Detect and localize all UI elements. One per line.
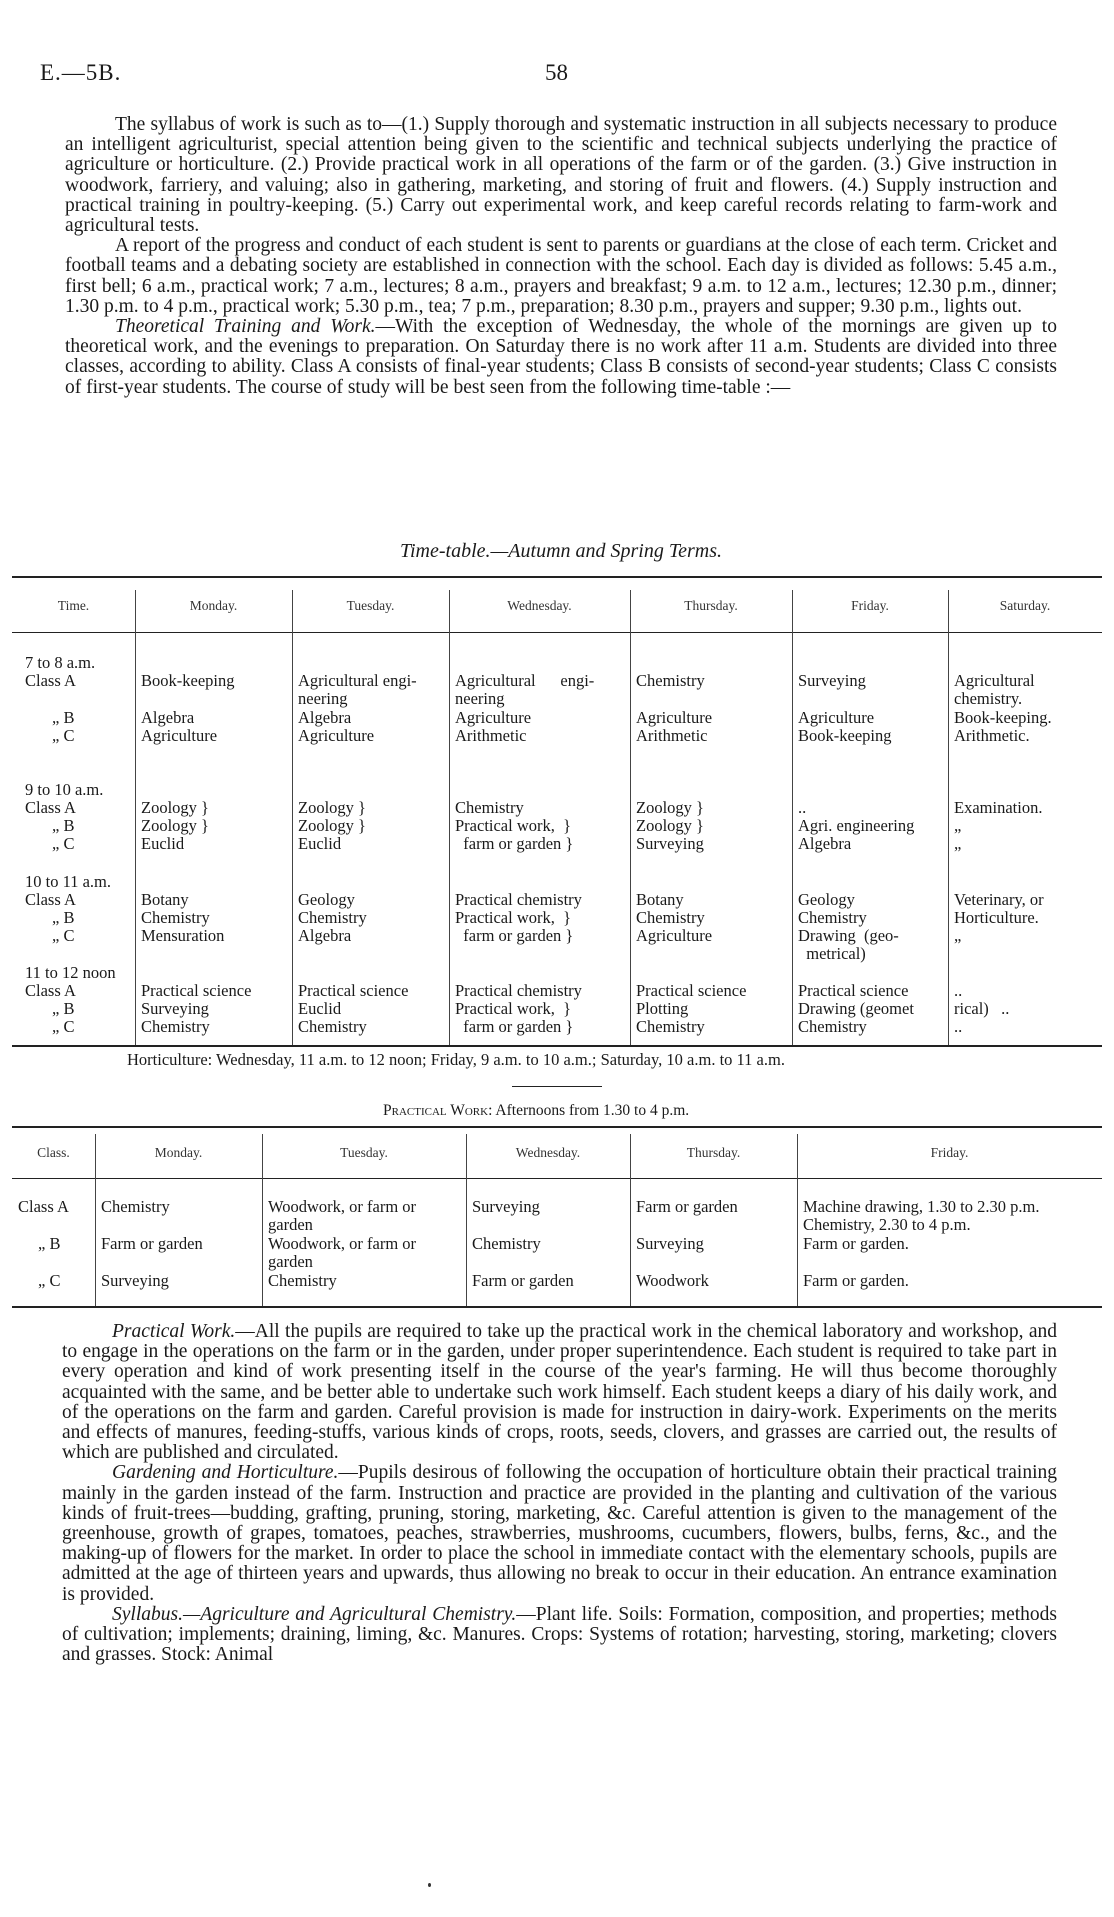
timetable-cell: Surveying [636,834,704,853]
practical-cell: Surveying [472,1197,540,1216]
timetable-cell: Agriculture [455,708,532,727]
timetable-header-cell: Monday. [189,598,238,613]
timetable-cell: Agriculture [636,708,713,727]
timetable-cell: Practical work, } [455,999,572,1018]
theoretical-heading: Theoretical Training and Work. [115,316,376,338]
timetable-cell: Euclid [298,834,342,853]
timetable-class-label: Class A [25,890,76,909]
timetable-cell: farm or garden } [455,926,574,945]
practical-cell: Farm or garden. [803,1271,909,1290]
timetable-cell: rical) .. [954,999,1010,1018]
timetable-cell: farm or garden } [455,834,574,853]
timetable-cell: Chemistry [141,1017,210,1036]
timetable-cell: Algebra [298,708,352,727]
timetable-cell: Horticulture. [954,908,1039,927]
practical-cell: Woodwork, or farm or garden [268,1197,417,1234]
section-divider [512,1086,602,1087]
practical-table-caption [383,1102,689,1120]
timetable-cell: Arithmetic [636,726,708,745]
practical-header-cell: Friday. [930,1145,969,1160]
timetable-caption: Time-table.—Autumn and Spring Terms. [399,540,723,562]
syllabus-heading: Syllabus.—Agriculture and Agricultural Chemistry. [112,1603,517,1625]
timetable-cell: Zoology } [298,798,366,817]
timetable-cell: Book-keeping. [954,708,1052,727]
timetable-column-divider [135,590,136,1045]
practical-header-cell: Class. [37,1145,70,1160]
timetable-cell: Surveying [141,999,209,1018]
timetable-cell: Book-keeping [141,671,235,690]
practical-caption-title: Practical Work [383,1102,489,1119]
timetable-cell: Book-keeping [798,726,892,745]
gardening-heading: Gardening and Horticulture. [112,1462,339,1484]
timetable-cell: Drawing (geomet [798,999,914,1018]
timetable-cell: Agriculture [636,926,713,945]
timetable-cell: Chemistry [298,908,367,927]
practical-header-cell: Wednesday. [515,1145,581,1160]
practical-top-rule [12,1126,1102,1128]
timetable-cell: Veterinary, or [954,890,1044,909]
intro-paragraph: A report of the progress and conduct of each student is sent to parents or guardians at the close of each term. Cricket and football teams and a debating society are established in connection with the school. Each day is divided as follows: 5.45 a.m., first bell; 6 a.m., practical work; 7 a.m., lectures; 8 a.m., prayers and breakfast; 9 a.m. to 12 a.m., lectures; 12.30 p.m., dinner; 1.30 p.m. to 4 p.m., practical work; 5.30 p.m., tea; 7 p.m., preparation; 8.30 p.m., prayers and supper; 9.30 p.m., lights out. [65,235,1057,317]
timetable-header-cell: Thursday. [684,598,738,613]
timetable-header-cell: Saturday. [999,598,1051,613]
timetable-column-divider [792,590,793,1045]
theoretical-paragraph [65,317,1057,398]
timetable-header-cell: Friday. [851,598,889,613]
practical-class-label: „ C [38,1271,61,1290]
timetable-cell: Euclid [141,834,185,853]
timetable-time-label: 9 to 10 a.m. [25,780,104,799]
practical-cell: Farm or garden [472,1271,574,1290]
timetable-class-label: „ B [52,708,75,727]
practical-header-cell: Monday. [154,1145,203,1160]
timetable-cell: Arithmetic [455,726,527,745]
practical-cell: Chemistry [101,1197,170,1216]
timetable-class-label: „ C [52,726,75,745]
practical-bottom-rule [12,1306,1102,1308]
timetable-time-label: 7 to 8 a.m. [25,653,96,672]
timetable-cell: Chemistry [636,671,705,690]
timetable-header-cell: Tuesday. [346,598,395,613]
timetable-cell: Examination. [954,798,1043,817]
timetable-top-rule [12,576,1102,578]
timetable-cell: Zoology } [298,816,366,835]
theoretical-text: —With the exception of Wednesday, the whole of the mornings are given up to theoretical work, and the evenings to preparation. On Saturday there is no work after 11 a.m. Students are divided into three classes, according to ability. Class A consists of final-year students; Class B consists of second-year students; Class C consists of first-year students. The course of study will be best seen from the following time-table :— [65,316,1057,398]
practical-header-cell: Thursday. [686,1145,741,1160]
timetable-cell: Chemistry [636,908,705,927]
timetable-cell: Arithmetic. [954,726,1030,745]
timetable-cell: Botany [141,890,189,909]
timetable-cell: Mensuration [141,926,225,945]
print-speck [428,1883,431,1887]
timetable-cell: Practical chemistry [455,981,582,1000]
timetable-cell: Algebra [141,708,195,727]
timetable-cell: Surveying [798,671,866,690]
gardening-paragraph [62,1463,1057,1604]
timetable-cell: „ [954,926,962,945]
timetable-cell: Zoology } [636,816,704,835]
timetable-cell: Agricultural chemistry. [954,671,1035,708]
timetable-cell: Geology [798,890,855,909]
timetable-class-label: Class A [25,981,76,1000]
timetable-class-label: „ B [52,816,75,835]
gardening-text: —Pupils desirous of following the occupation of horticulture obtain their practical training mainly in the garden instead of the farm. Instruction and practice are provided in the planting and cultivation of the various kinds of fruit-trees—budding, grafting, pruning, storing, marketing, &c. Careful attention is given to the management of the greenhouse, growth of grapes, tomatoes, peaches, strawberries, mushrooms, cucumbers, flowers, bulbs, ferns, &c., and the making-up of flowers for the market. In order to place the school in immediate contact with the elementary schools, pupils are admitted at the age of thirteen years and upwards, thus allowing no break to occur in their education. An entrance examination is provided. [62,1462,1057,1605]
practical-cell: Farm or garden [636,1197,738,1216]
timetable-class-label: „ C [52,1017,75,1036]
timetable-class-label: „ B [52,999,75,1018]
practical-work-heading: Practical Work. [112,1321,236,1342]
timetable-cell: Algebra [798,834,852,853]
timetable-cell: Botany [636,890,684,909]
timetable-cell: „ [954,834,962,853]
timetable-class-label: „ C [52,834,75,853]
timetable-cell: Geology [298,890,355,909]
timetable-cell: Practical science [798,981,909,1000]
timetable-cell: Chemistry [636,1017,705,1036]
timetable-cell: Practical science [636,981,747,1000]
timetable-cell: Zoology } [141,816,209,835]
timetable-column-divider [630,590,631,1045]
timetable-header-cell: Wednesday. [507,598,572,613]
timetable-cell: „ [954,816,962,835]
timetable-time-label: 10 to 11 a.m. [25,872,112,891]
practical-header-cell: Tuesday. [340,1145,388,1160]
timetable-cell: Chemistry [798,1017,867,1036]
timetable-cell: Algebra [298,926,352,945]
syllabus-text: —Plant life. Soils: Formation, composition, and properties; methods of cultivation; implements; draining, liming, &c. Manures. Crops: Systems of rotation; harvesting, storing, marketing; clovers and grasses. Stock: Animal [62,1603,1057,1666]
practical-class-label: „ B [38,1234,61,1253]
timetable-column-divider [449,590,450,1045]
timetable-column-divider [948,590,949,1045]
practical-cell: Farm or garden. [803,1234,909,1253]
timetable-cell: Practical science [141,981,252,1000]
timetable-cell: Agriculture [298,726,375,745]
timetable-cell: Chemistry [298,1017,367,1036]
timetable-cell: Practical work, } [455,908,572,927]
timetable-time-label: 11 to 12 noon [25,963,116,982]
timetable-cell: .. [798,798,807,817]
timetable-cell: Euclid [298,999,342,1018]
timetable-cell: Practical work, } [455,816,572,835]
timetable-cell: Agricultural engi- neering [455,671,595,708]
timetable-cell: Plotting [636,999,689,1018]
document-reference: E.—5B. [40,60,122,85]
timetable-cell: Chemistry [141,908,210,927]
timetable-cell: Drawing (geo- metrical) [798,926,899,963]
practical-work-paragraph [62,1322,1057,1463]
timetable-cell: farm or garden } [455,1017,574,1036]
practical-cell: Surveying [636,1234,704,1253]
timetable-cell: .. [954,981,963,1000]
timetable-cell: Zoology } [141,798,209,817]
timetable-class-label: „ B [52,908,75,927]
intro-section [65,115,1057,398]
practical-work-text: —All the pupils are required to take up the practical work in the chemical laboratory and workshop, and to engage in the operations on the farm or in the garden, under proper superintendence. Each student is required to take part in every operation and kind of work presenting itself in the course of the year's farming. He will thus become thoroughly acquainted with the same, and be better able to undertake such work himself. Each student keeps a diary of his daily work, and of the operations on the farm and garden. Careful provision is made for instruction in dairy-work. Experiments on the merits and effects of manures, feeding-stuffs, various kinds of crops, roots, seeds, clovers, and grasses are carried out, the results of which are published and circulated. [62,1321,1057,1464]
timetable-cell: Agriculture [798,708,875,727]
timetable-cell: Chemistry [455,798,524,817]
lower-section [62,1322,1057,1665]
page-number: 58 [545,60,568,85]
practical-cell: Machine drawing, 1.30 to 2.30 p.m. Chemistry, 2.30 to 4 p.m. [803,1197,1040,1234]
practical-cell: Farm or garden [101,1234,203,1253]
timetable-class-label: Class A [25,798,76,817]
timetable-class-label: Class A [25,671,76,690]
timetable-cell: Agricultural engi- neering [298,671,417,708]
practical-cell: Chemistry [472,1234,541,1253]
timetable-bottom-rule [12,1045,1102,1047]
timetable-header-cell: Time. [57,598,90,613]
horticulture-note: Horticulture: Wednesday, 11 a.m. to 12 noon; Friday, 9 a.m. to 10 a.m.; Saturday, 10 a.m. to 11 a.m. [127,1050,785,1069]
practical-cell: Surveying [101,1271,169,1290]
timetable-column-divider [292,590,293,1045]
timetable-cell: Practical chemistry [455,890,582,909]
timetable-cell: Chemistry [798,908,867,927]
timetable-cell: Agriculture [141,726,218,745]
practical-class-label: Class A [18,1197,69,1216]
practical-cell: Woodwork, or farm or garden [268,1234,417,1271]
timetable-cell: Zoology } [636,798,704,817]
timetable-cell: .. [954,1017,963,1036]
timetable-cell: Agri. engineering [798,816,915,835]
practical-caption-rest: : Afternoons from 1.30 to 4 p.m. [488,1102,690,1119]
intro-paragraph: The syllabus of work is such as to—(1.) Supply thorough and systematic instruction in all subjects necessary to produce an intelligent agriculturist, special attention being given to the scientific and technical subjects underlying the practice of agriculture or horticulture. (2.) Provide practical work in all operations of the farm or of the garden. (3.) Give instruction in woodwork, farriery, and valuing; also in gathering, marketing, and storing of fruit and flowers. (4.) Supply instruction and practical training in poultry-keeping. (5.) Carry out experimental work, and keep careful records relating to farm-work and agricultural tests. [65,114,1057,237]
timetable-class-label: „ C [52,926,75,945]
timetable-cell: Practical science [298,981,409,1000]
timetable-header-rule [12,632,1102,633]
practical-header-rule [12,1178,1102,1179]
practical-cell: Chemistry [268,1271,337,1290]
syllabus-paragraph [62,1605,1057,1666]
practical-cell: Woodwork [636,1271,709,1290]
